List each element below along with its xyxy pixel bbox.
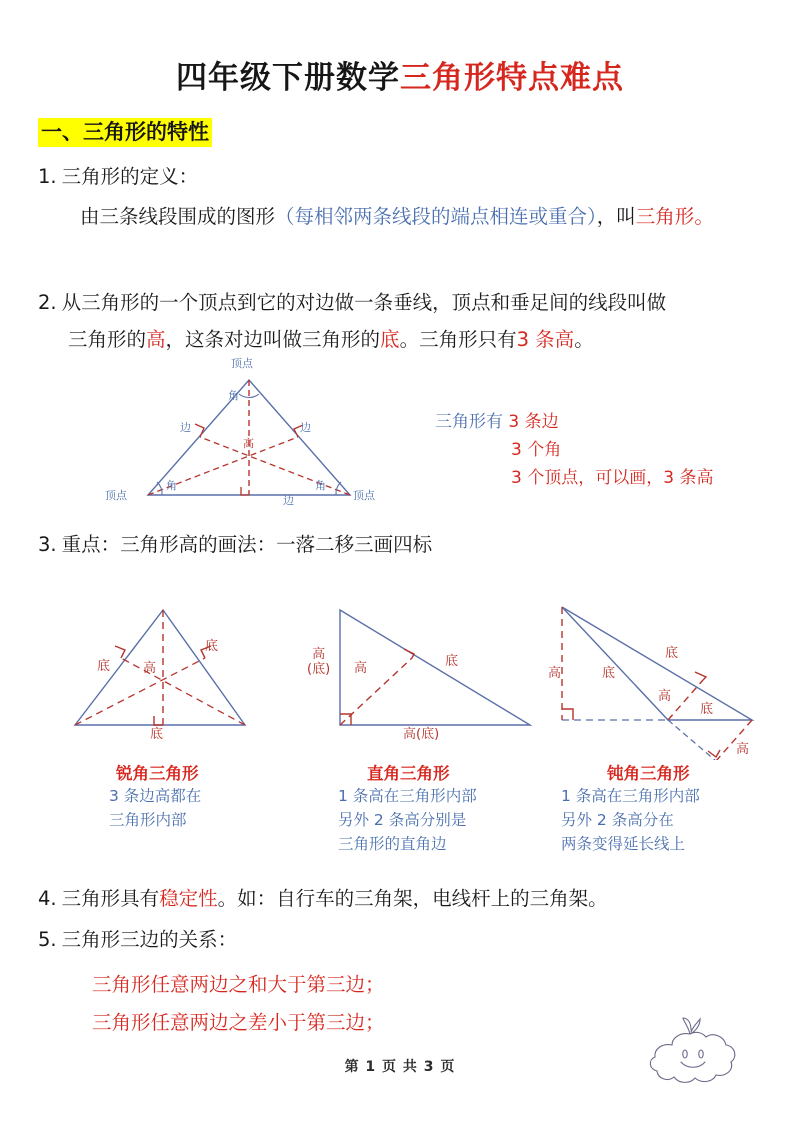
right-triangle-svg	[300, 600, 540, 745]
item-4-seg-b: 。如：自行车的三角架，电线杆上的三角架。	[217, 887, 608, 910]
item-2-seg-c: 。三角形只有	[399, 328, 517, 351]
obtuse-outline	[562, 607, 752, 720]
obtuse-label-side-top: 底	[665, 646, 679, 661]
diagram-acute-triangle	[55, 600, 270, 745]
obtuse-caption-line-1: 1 条高在三角形内部	[561, 787, 700, 805]
item-2-line-2	[68, 325, 788, 354]
term-base: 底	[380, 328, 400, 351]
right-label-bottom-leg: 高(底)	[403, 727, 440, 742]
right-angle-mark-bottom	[241, 487, 249, 495]
acute-caption-title: 锐角三角形	[116, 764, 199, 783]
right-label-inner-height: 高	[354, 661, 368, 676]
item-5	[38, 925, 778, 954]
label-side-right: 边	[300, 421, 311, 434]
right-caption-title: 直角三角形	[367, 764, 450, 783]
item-4	[38, 884, 778, 913]
obtuse-altitude-inner	[668, 680, 703, 720]
term-height: 高	[146, 328, 166, 351]
item-3-text: 重点：三角形高的画法：一落二移三画四标	[61, 533, 433, 556]
section-heading: 一、三角形的特性	[38, 118, 212, 147]
definition-part-2: ，叫	[596, 205, 636, 228]
acute-label-height: 高	[143, 661, 157, 676]
obtuse-side-extension	[668, 720, 716, 760]
item-5-number: 5.	[38, 928, 57, 951]
right-label-left-leg-main: 高	[312, 647, 326, 662]
facts-lead: 三角形有	[435, 412, 503, 432]
right-outline	[340, 610, 530, 725]
facts-line-2	[511, 436, 713, 464]
triangle-rule-1: 三角形任意两边之和大于第三边；	[92, 973, 385, 996]
right-caption-line-2: 另外 2 条高分别是	[338, 811, 467, 829]
right-caption-line-3: 三角形的直角边	[338, 835, 447, 853]
acute-right-angle-left	[115, 646, 125, 658]
item-2-seg-end: 。	[574, 328, 594, 351]
diagram-triangle-anatomy	[100, 357, 390, 512]
item-2-seg-a: 三角形的	[68, 328, 147, 351]
sprout-leaf-left	[683, 1018, 691, 1034]
obtuse-label-inner-height: 高	[658, 689, 672, 704]
label-height-center: 高	[243, 437, 254, 450]
item-4-number: 4.	[38, 887, 57, 910]
obtuse-label-outer-height-left: 高	[548, 666, 562, 681]
right-angle-mark-hyp	[404, 649, 414, 658]
acute-triangle-svg	[55, 600, 270, 745]
cloud-doodle-svg	[640, 1012, 750, 1090]
label-side-bottom: 边	[283, 494, 294, 507]
obtuse-caption-title: 钝角三角形	[607, 764, 690, 783]
label-vertex-left: 顶点	[105, 489, 127, 502]
right-label-hypotenuse: 底	[445, 654, 459, 669]
item-4-seg-a: 三角形具有	[61, 887, 160, 910]
item-3	[38, 530, 758, 559]
term-height-count: 3 条高	[516, 328, 575, 351]
obtuse-caption-line-2: 另外 2 条高分在	[561, 811, 674, 829]
obtuse-right-angle-left	[562, 709, 573, 720]
triangle-rule-2: 三角形任意两边之差小于第三边；	[92, 1011, 385, 1034]
acute-altitude-left	[75, 658, 205, 725]
triangle-facts-annotation	[435, 408, 713, 492]
acute-label-base-right: 底	[205, 639, 219, 654]
facts-vertices: 3 个顶点，可以画，3 条高	[511, 468, 714, 489]
title-topic: 三角形特点难点	[400, 60, 624, 96]
item-2	[38, 288, 773, 317]
item-3-number: 3.	[38, 533, 57, 556]
facts-angles: 3 个角	[511, 440, 562, 461]
term-stability: 稳定性	[159, 887, 218, 910]
acute-caption-line-1: 3 条边高都在	[109, 787, 202, 805]
item-1-number: 1.	[38, 165, 57, 188]
right-caption-line-1: 1 条高在三角形内部	[338, 787, 477, 805]
title-subject: 四年级下册数学	[176, 60, 400, 96]
diagram-right-triangle	[300, 600, 540, 745]
diagram-obtuse-triangle	[540, 595, 790, 760]
item-1-definition	[38, 202, 768, 231]
definition-period: 。	[694, 205, 714, 228]
label-angle-right: 角	[315, 479, 326, 492]
page-title	[0, 52, 800, 97]
obtuse-right-angle-inner	[695, 672, 706, 680]
item-2-number: 2.	[38, 291, 57, 314]
label-vertex-right: 顶点	[353, 489, 375, 502]
item-1	[38, 162, 758, 191]
item-1-text: 三角形的定义：	[61, 165, 199, 188]
acute-right-angle-bottom	[154, 716, 163, 725]
obtuse-label-outer-height-right: 高	[736, 742, 750, 757]
obtuse-label-side-inner: 底	[602, 666, 616, 681]
label-side-left: 边	[180, 421, 191, 434]
page-footer: 第 1 页 共 3 页	[344, 1059, 456, 1075]
label-angle-apex: 角	[228, 389, 239, 402]
acute-label-base-left: 底	[97, 659, 111, 674]
obtuse-label-base-short: 底	[700, 702, 714, 717]
acute-caption-line-2: 三角形内部	[109, 811, 187, 829]
sprout-leaf-right	[691, 1019, 700, 1033]
label-vertex-top: 顶点	[231, 357, 253, 370]
definition-term: 三角形	[635, 205, 695, 228]
right-angle-mark-left	[195, 424, 204, 437]
obtuse-caption-line-3: 两条变得延长线上	[561, 835, 686, 853]
definition-paren: （每相邻两条线段的端点相连或重合）	[275, 205, 597, 228]
definition-part-1: 由三条线段围成的图形	[80, 205, 276, 228]
item-2-seg-b: ，这条对边叫做三角形的	[165, 328, 381, 351]
acute-label-base-bottom: 底	[150, 727, 164, 742]
facts-sides: 3 条边	[508, 412, 559, 432]
facts-line-1	[435, 408, 713, 436]
cloud-doodle	[640, 1012, 750, 1094]
facts-line-3	[511, 464, 713, 492]
obtuse-triangle-svg	[540, 595, 790, 760]
label-angle-left: 角	[166, 479, 177, 492]
item-2-line-1: 从三角形的一个顶点到它的对边做一条垂线，顶点和垂足间的线段叫做	[61, 291, 667, 314]
right-label-left-leg-paren: (底)	[307, 661, 331, 677]
right-label-left-leg	[307, 648, 330, 678]
altitude-from-right	[200, 437, 350, 495]
item-5-text: 三角形三边的关系：	[61, 928, 238, 951]
